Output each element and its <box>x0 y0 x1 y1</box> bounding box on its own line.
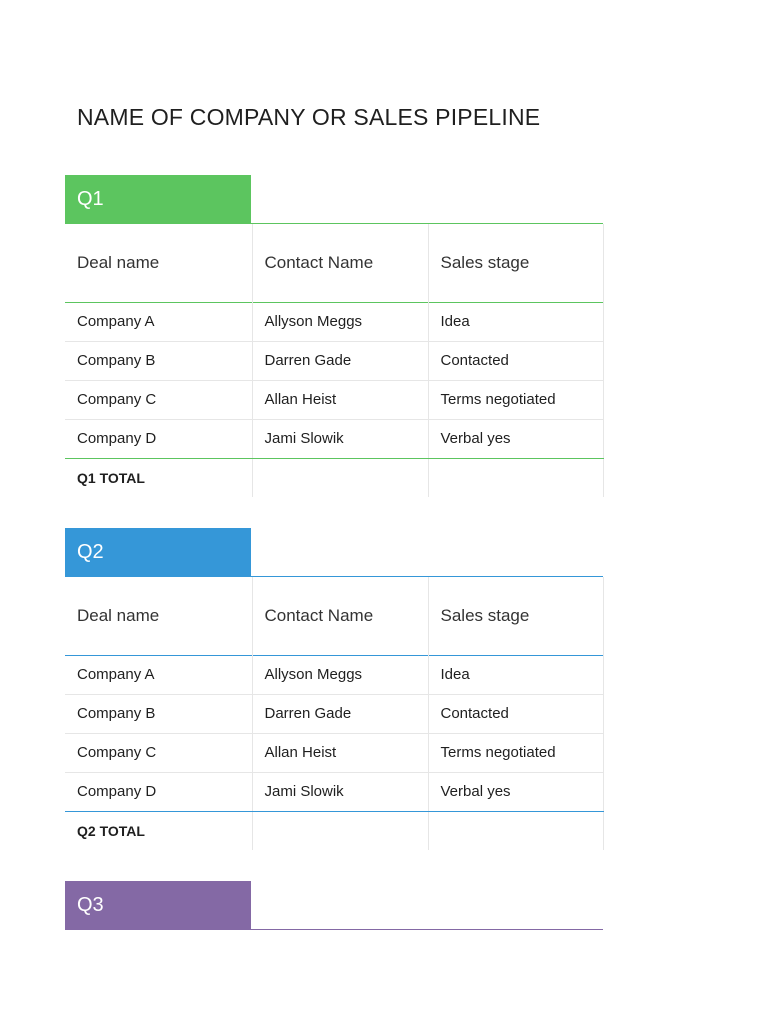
column-header-sales-stage: Sales stage <box>428 224 603 302</box>
deal-name-cell[interactable]: Company C <box>65 380 252 419</box>
contact-name-cell[interactable]: Jami Slowik <box>252 419 428 458</box>
quarter-q2-header <box>65 528 603 577</box>
contact-name-cell[interactable]: Jami Slowik <box>252 772 428 811</box>
column-header-contact-name: Contact Name <box>252 577 428 655</box>
table-header-row <box>65 577 603 655</box>
table-row <box>65 341 603 380</box>
sales-stage-cell[interactable]: Contacted <box>428 694 603 733</box>
table-row <box>65 733 603 772</box>
deal-name-cell[interactable]: Company C <box>65 733 252 772</box>
contact-name-cell[interactable]: Allyson Meggs <box>252 302 428 341</box>
sales-stage-cell[interactable]: Terms negotiated <box>428 380 603 419</box>
sales-stage-cell[interactable]: Idea <box>428 302 603 341</box>
quarter-q1-label: Q1 <box>65 175 251 224</box>
contact-name-cell[interactable]: Allan Heist <box>252 733 428 772</box>
deal-name-cell[interactable]: Company B <box>65 694 252 733</box>
column-header-contact-name: Contact Name <box>252 224 428 302</box>
total-cell[interactable] <box>428 458 603 497</box>
column-header-sales-stage: Sales stage <box>428 577 603 655</box>
sales-stage-cell[interactable]: Contacted <box>428 341 603 380</box>
column-header-deal-name: Deal name <box>65 224 252 302</box>
deal-name-cell[interactable]: Company B <box>65 341 252 380</box>
q1-table <box>65 224 604 497</box>
quarter-q2-rule <box>251 576 603 577</box>
total-row <box>65 811 603 850</box>
contact-name-cell[interactable]: Allyson Meggs <box>252 655 428 694</box>
total-cell[interactable] <box>252 458 428 497</box>
quarter-q3-header <box>65 881 603 930</box>
column-header-deal-name: Deal name <box>65 577 252 655</box>
table-row <box>65 302 603 341</box>
sales-stage-cell[interactable]: Verbal yes <box>428 772 603 811</box>
deal-name-cell[interactable]: Company D <box>65 772 252 811</box>
contact-name-cell[interactable]: Darren Gade <box>252 341 428 380</box>
total-label: Q1 TOTAL <box>65 458 252 497</box>
contact-name-cell[interactable]: Allan Heist <box>252 380 428 419</box>
table-row <box>65 655 603 694</box>
total-row <box>65 458 603 497</box>
total-cell[interactable] <box>428 811 603 850</box>
quarter-q3-label: Q3 <box>65 881 251 930</box>
page-title: NAME OF COMPANY OR SALES PIPELINE <box>77 104 541 130</box>
table-row <box>65 380 603 419</box>
table-header-row <box>65 224 603 302</box>
deal-name-cell[interactable]: Company D <box>65 419 252 458</box>
sales-stage-cell[interactable]: Terms negotiated <box>428 733 603 772</box>
q2-table <box>65 577 604 850</box>
quarter-q1-header <box>65 175 603 224</box>
table-row <box>65 419 603 458</box>
total-cell[interactable] <box>252 811 428 850</box>
table-row <box>65 772 603 811</box>
total-label: Q2 TOTAL <box>65 811 252 850</box>
sales-stage-cell[interactable]: Verbal yes <box>428 419 603 458</box>
quarter-q2-section <box>65 528 603 850</box>
quarter-q1-rule <box>251 223 603 224</box>
quarter-q2-label: Q2 <box>65 528 251 577</box>
quarter-q3-section <box>65 881 603 930</box>
table-row <box>65 694 603 733</box>
sales-stage-cell[interactable]: Idea <box>428 655 603 694</box>
deal-name-cell[interactable]: Company A <box>65 655 252 694</box>
quarter-q3-rule <box>251 929 603 930</box>
deal-name-cell[interactable]: Company A <box>65 302 252 341</box>
contact-name-cell[interactable]: Darren Gade <box>252 694 428 733</box>
quarter-q1-section <box>65 175 603 497</box>
